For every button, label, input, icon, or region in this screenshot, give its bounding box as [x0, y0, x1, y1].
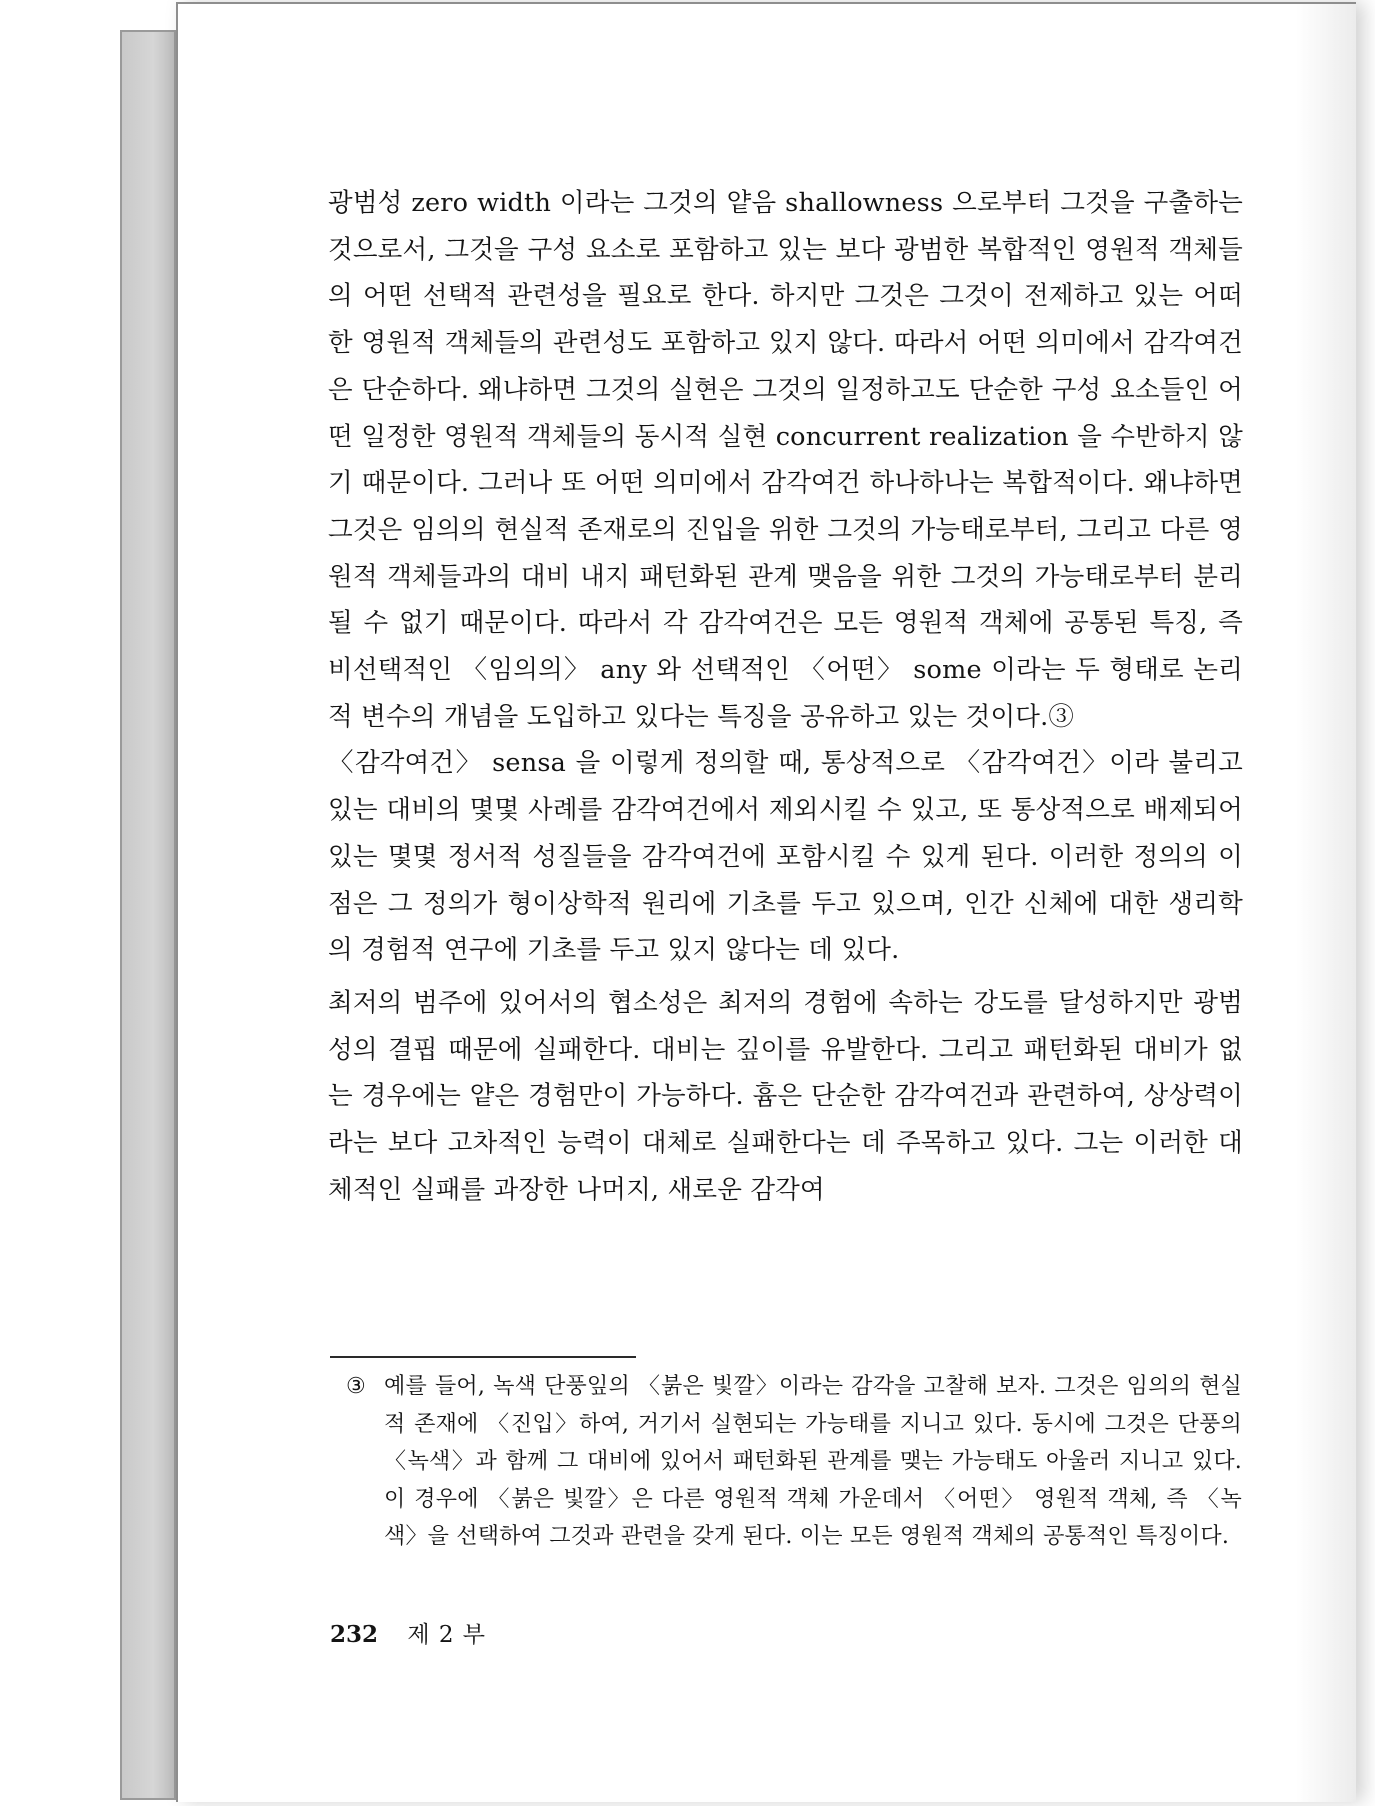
- book-spine: [120, 30, 176, 1800]
- page-footer: [330, 1616, 486, 1649]
- footnote-marker: ③: [346, 1374, 366, 1399]
- book-page: [176, 2, 1356, 1802]
- footnote-text: 예를 들어, 녹색 단풍잎의 〈붉은 빛깔〉이라는 감각을 고찰해 보자. 그것은 임의의 현실적 존재에 〈진입〉하여, 거기서 실현되는 가능태를 지니고 있다. 동시에 그것은 단풍의 〈녹색〉과 함께 그 대비에 있어서 패턴화된 관계를 맺는 가능태도 아울러 지니고 있다. 이 경우에 〈붉은 빛깔〉은 다른 영원적 객체 가운데서 〈어떤〉 영원적 객체, 즉 〈녹색〉을 선택하여 그것과 관련을 갖게 된다. 이는 모든 영원적 객체의 공통적인 특징이다.: [384, 1374, 1250, 1550]
- body-text: [328, 180, 1252, 1213]
- page-edge-shade: [1296, 4, 1356, 1802]
- paragraph: 〈감각여건〉 sensa 을 이렇게 정의할 때, 통상적으로 〈감각여건〉이라 불리고 있는 대비의 몇몇 사례를 감각여건에서 제외시킬 수 있고, 또 통상적으로 배제되어 있는 몇몇 정서적 성질들을 감각여건에 포함시킬 수 있게 된다. 이러한 정의의 이점은 그 정의가 형이상학적 원리에 기초를 두고 있으며, 인간 신체에 대한 생리학의 경험적 연구에 기초를 두고 있지 않다는 데 있다.: [328, 748, 1252, 966]
- page-number: 232: [330, 1621, 379, 1648]
- paragraph: 광범성 zero width 이라는 그것의 얕음 shallowness 으로부터 그것을 구출하는 것으로서, 그것을 구성 요소로 포함하고 있는 보다 광범한 복합적인 영원적 객체들의 어떤 선택적 관련성을 필요로 한다. 하지만 그것은 그것이 전제하고 있는 어떠한 영원적 객체들의 관련성도 포함하고 있지 않다. 따라서 어떤 의미에서 감각여건은 단순하다. 왜냐하면 그것의 실현은 그것의 일정하고도 단순한 구성 요소들인 어떤 일정한 영원적 객체들의 동시적 실현 concurrent realization 을 수반하지 않기 때문이다. 그러나 또 어떤 의미에서 감각여건 하나하나는 복합적이다. 왜냐하면 그것은 임의의 현실적 존재로의 진입을 위한 그것의 가능태로부터, 그리고 다른 영원적 객체들과의 대비 내지 패턴화된 관계 맺음을 위한 그것의 가능태로부터 분리될 수 없기 때문이다. 따라서 각 감각여건은 모든 영원적 객체에 공통된 특징, 즉 비선택적인 〈임의의〉 any 와 선택적인 〈어떤〉 some 이라는 두 형태로 논리적 변수의 개념을 도입하고 있다는 특징을 공유하고 있는 것이다.③: [328, 188, 1252, 732]
- footnote: [346, 1368, 1250, 1556]
- part-label: 제 2 부: [407, 1622, 487, 1648]
- paragraph: 최저의 범주에 있어서의 협소성은 최저의 경험에 속하는 강도를 달성하지만 광범성의 결핍 때문에 실패한다. 대비는 깊이를 유발한다. 그리고 패턴화된 대비가 없는 경우에는 얕은 경험만이 가능하다. 흄은 단순한 감각여건과 관련하여, 상상력이라는 보다 고차적인 능력이 대체로 실패한다는 데 주목하고 있다. 그는 이러한 대체적인 실패를 과장한 나머지, 새로운 감각여: [328, 987, 1243, 1205]
- footnote-divider: [330, 1356, 636, 1358]
